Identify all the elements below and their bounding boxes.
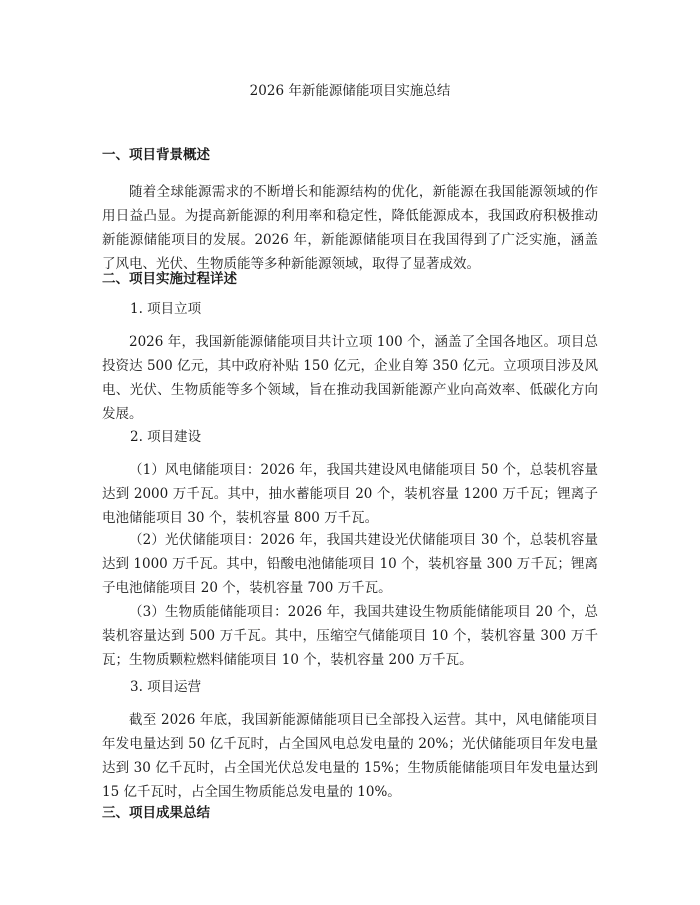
- section-1-body: 随着全球能源需求的不断增长和能源结构的优化，新能源在我国能源领域的作用日益凸显。为提高新能源的利用率和稳定性，降低能源成本，我国政府积极推动新能源储能项目的发展。2026 年，新能源储能项目在我国得到了广泛实施，涵盖了风电、光伏、生物质能等多种新能源领域，取得了显著成效。: [102, 184, 598, 272]
- construction-wind-paragraph: （1）风电储能项目：2026 年，我国共建设风电储能项目 50 个，总装机容量达到 2000 万千瓦。其中，抽水蓄能项目 20 个，装机容量 1200 万千瓦；锂离子电池储能项目 30 个，装机容量 800 万千瓦。: [102, 462, 598, 526]
- subsection-project-approval-body: 2026 年，我国新能源储能项目共计立项 100 个，涵盖了全国各地区。项目总投资达 500 亿元，其中政府补贴 150 亿元，企业自筹 350 亿元。立项项目涉及风电、光伏、生物质能等多个领域，旨在推动我国新能源产业向高效率、低碳化方向发展。: [102, 334, 598, 422]
- subsection-construction-heading: 2. 项目建设: [130, 429, 202, 445]
- section-3-heading: 三、项目成果总结: [102, 805, 210, 821]
- section-1-heading: 一、项目背景概述: [102, 147, 210, 163]
- subsection-operation-heading: 3. 项目运营: [130, 679, 202, 695]
- subsection-project-approval-heading: 1. 项目立项: [130, 301, 202, 317]
- construction-solar-paragraph: （2）光伏储能项目：2026 年，我国共建设光伏储能项目 30 个，总装机容量达到 1000 万千瓦。其中，铅酸电池储能项目 10 个，装机容量 300 万千瓦；锂离子电池储能项目 20 个，装机容量 700 万千瓦。: [102, 532, 598, 596]
- construction-biomass-paragraph: （3）生物质能储能项目：2026 年，我国共建设生物质能储能项目 20 个，总装机容量达到 500 万千瓦。其中，压缩空气储能项目 10 个，装机容量 300 万千瓦；生物质颗粒燃料储能项目 10 个，装机容量 200 万千瓦。: [102, 604, 598, 668]
- subsection-operation-body: 截至 2026 年底，我国新能源储能项目已全部投入运营。其中，风电储能项目年发电量达到 50 亿千瓦时，占全国风电总发电量的 20%；光伏储能项目年发电量达到 30 亿千瓦时，占全国光伏总发电量的 15%；生物质能储能项目年发电量达到 15 亿千瓦时，占全国生物质能总发电量的 10%。: [102, 712, 598, 800]
- section-2-heading: 二、项目实施过程详述: [102, 271, 237, 287]
- document-title: 2026 年新能源储能项目实施总结: [249, 83, 451, 99]
